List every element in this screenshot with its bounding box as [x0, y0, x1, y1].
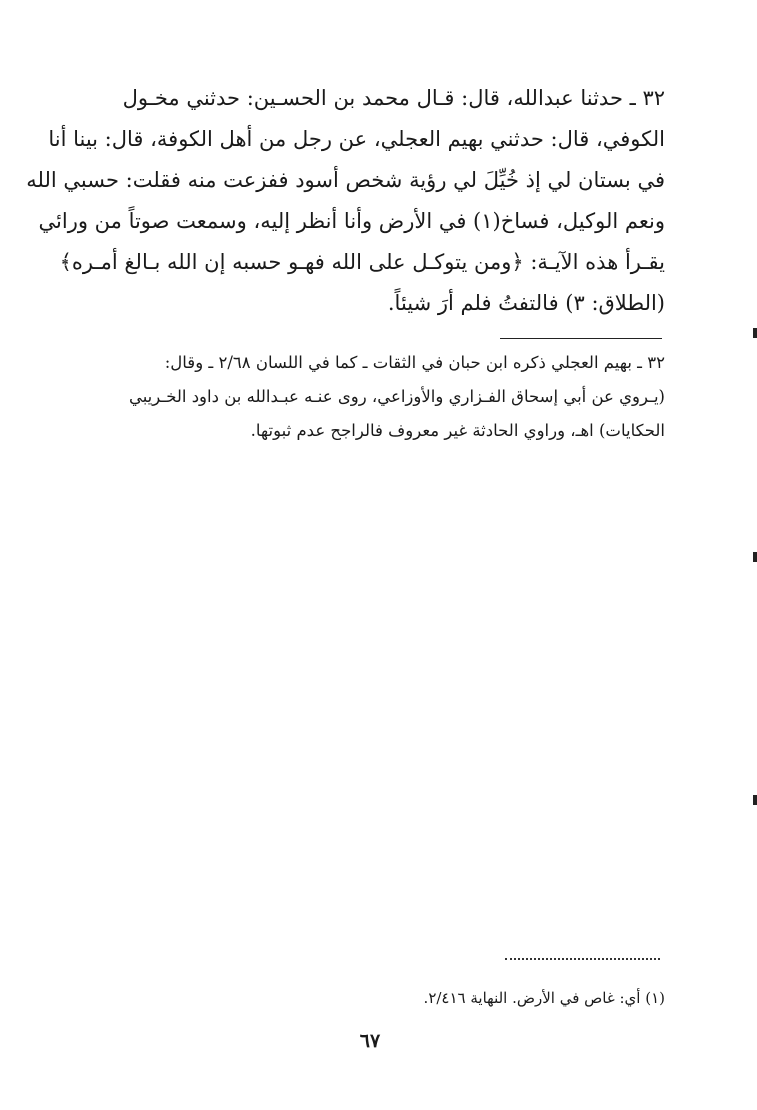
footnote: (١) أي: غاص في الأرض. النهاية ٢/٤١٦.	[423, 989, 665, 1007]
page-number: ٦٧	[359, 1030, 381, 1052]
commentary-line: الحكايات) اهـ، وراوي الحادثة غير معروف فالراجح عدم ثبوتها.	[250, 421, 665, 440]
main-text-line: في بستان لي إذ خُيِّلَ لي رؤية شخص أسود ففزعت منه فقلت: حسبي الله	[26, 168, 665, 192]
commentary-text	[93, 346, 665, 448]
main-text-line: يقـرأ هذه الآيـة: ﴿ومن يتوكـل على الله فهـو حسبه إن الله بـالغ أمـره﴾	[59, 250, 665, 274]
commentary-separator-rule	[500, 338, 662, 339]
scan-edge-mark	[753, 552, 757, 562]
footnote-dotted-rule	[505, 958, 660, 960]
main-text-line: ونعم الوكيل، فساخ(١) في الأرض وأنا أنظر إليه، وسمعت صوتاً من ورائي	[38, 209, 665, 233]
main-text-line: (الطلاق: ٣) فالتفتُ فلم أرَ شيئاً.	[387, 291, 665, 315]
main-text-line: ٣٢ ـ حدثنا عبدالله، قال: قـال محمد بن الحسـين: حدثني مخـول	[122, 86, 665, 110]
main-text-line: الكوفي، قال: حدثني بهيم العجلي، عن رجل من أهل الكوفة، قال: بينا أنا	[48, 127, 665, 151]
scan-edge-mark	[753, 795, 757, 805]
commentary-line: ٣٢ ـ بهيم العجلي ذكره ابن حبان في الثقات ـ كما في اللسان ٢/٦٨ ـ وقال:	[164, 353, 665, 372]
scan-edge-mark	[753, 328, 757, 338]
hadith-main-text	[26, 78, 665, 324]
commentary-line: (يـروي عن أبي إسحاق الفـزاري والأوزاعي، روى عنـه عبـدالله بن داود الخـريبي	[128, 387, 665, 406]
